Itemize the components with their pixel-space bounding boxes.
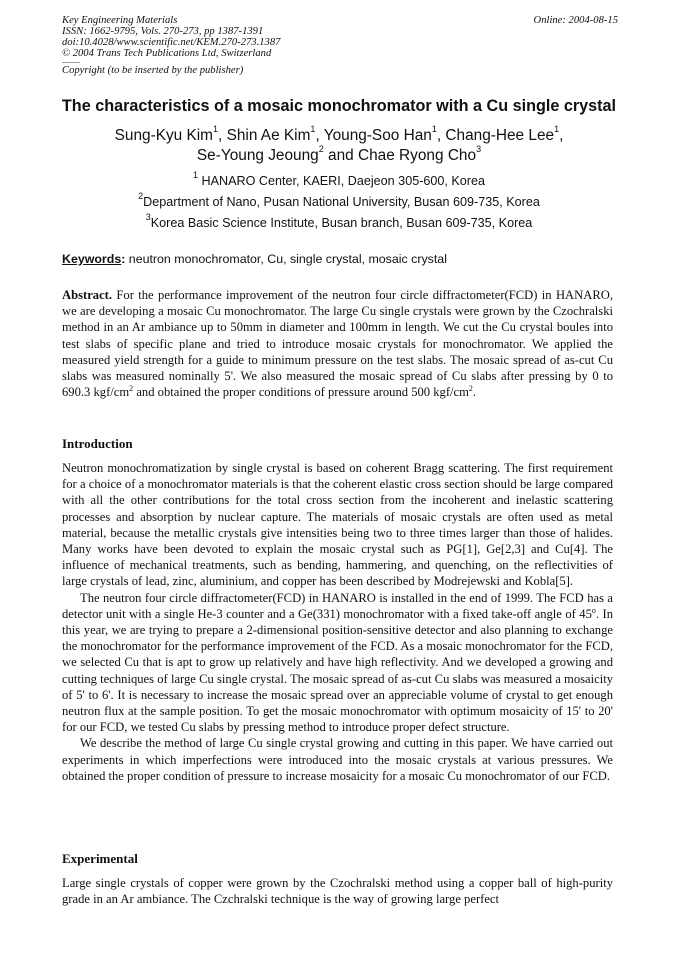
author-name: Shin Ae Kim [226, 127, 311, 144]
author-affiliation-mark: 3 [476, 143, 482, 154]
abstract: Abstract. For the performance improvement of the neutron four circle diffractometer(FCD) in HANARO, we are developing a mosaic Cu monochromator. The large Cu single crystals were grown by the Czochralski method in an Ar ambiance up to 50mm in diameter and 100mm in length. We cut the Cu crystal boules into test slabs of specific plane and tried to introduce mosaic crystals for monochromator. We applied the measured yield strength for a guide to minimum pressure on the test slabs. The mosaic spread of as-cut Cu slabs was measured nominally 5'. We also measured the mosaic spread of Cu slabs after pressing by 0 to 690.3 kgf/$cm^2$ and obtained the proper conditions of pressure around 500 kgf/$cm^2$. [62, 288, 613, 400]
author-affiliation-mark: 1 [431, 123, 437, 134]
copyright-note: Copyright (to be inserted by the publisher) [62, 65, 244, 76]
paper-title: The characteristics of a mosaic monochromator with a Cu single crystal [61, 97, 617, 115]
keywords-label: Keywords [62, 252, 122, 266]
author-line-2: Se-Young Jeoung$^2$ and Chae Ryong Cho$^3$ [196, 143, 482, 164]
introduction-body [62, 460, 613, 784]
author-name: Chang-Hee Lee [445, 127, 555, 144]
keywords: Keywords: neutron monochromator, Cu, single crystal, mosaic crystal [62, 252, 447, 266]
journal-name: Key Engineering Materials [62, 15, 178, 26]
author-name: Se-Young Jeoung [196, 147, 319, 164]
section-heading-introduction: Introduction [62, 436, 133, 451]
affiliation-2: $^2$Department of Nano, Pusan National University, Busan 609-735, Korea [138, 190, 540, 209]
paragraph: Neutron monochromatization by single crystal is based on coherent Bragg scattering. The first requirement for a choice of a monochromator materials is that the coherent elastic cross section should be large compared with all the other contributions for the total cross section from the incoherent and inelastic scattering processes and absorption by nuclear capture. The materials of mosaic crystals are often used as metal material, because the metallic crystals give intensities being two to three times larger than those of halides. Many works have been devoted to explain the mosaic crystal such as PG[1], Ge[2,3] and Cu[4]. The influence of mechanical treatments, such as bending, hammering, and quenching, on the reflectivities of large crystals of lead, zinc, aluminium, and copper has been described by Modrejewski and Kobla[5]. [62, 461, 613, 589]
header-divider-mark [62, 62, 80, 63]
paragraph: Large single crystals of copper were grown by the Czochralski method using a copper ball of high-purity grade in an Ar ambiance. The Czchralski technique is the way of growing large perfect [62, 876, 613, 907]
experimental-body [62, 875, 613, 907]
author-name: Young-Soo Han [323, 127, 432, 144]
abstract-label: Abstract. [62, 288, 113, 302]
affiliation-1: $^1$ HANARO Center, KAERI, Daejeon 305-600, Korea [192, 169, 486, 188]
journal-issn: ISSN: 1662-9795, Vols. 270-273, pp 1387-1391 [62, 26, 264, 37]
journal-doi: doi:10.4028/www.scientific.net/KEM.270-273.1387 [62, 37, 281, 48]
section-heading-experimental: Experimental [62, 851, 138, 866]
author-affiliation-mark: 2 [318, 143, 324, 154]
author-affiliation-mark: 1 [213, 123, 219, 134]
author-list [40, 123, 638, 166]
author-line-1: Sung-Kyu Kim$^1$, Shin Ae Kim$^1$, Young-Soo Han$^1$, Chang-Hee Lee$^1$, [114, 123, 564, 144]
affiliation-3: $^3$Korea Basic Science Institute, Busan branch, Busan 609-735, Korea [145, 211, 533, 230]
author-affiliation-mark: 1 [310, 123, 316, 134]
journal-publisher: © 2004 Trans Tech Publications Ltd, Switzerland [62, 48, 272, 59]
author-affiliation-mark: 1 [554, 123, 560, 134]
paragraph: The neutron four circle diffractometer(FCD) in HANARO is installed in the end of 1999. The FCD has a detector unit with a single He-3 counter and a Ge(331) monochromator with a fixed take-off angle of 45$^o$. In this year, we are trying to prepare a 2-dimensional position-sensitive detector and also planning to exchange the monochromator for the performance improvement of the FCD. As a mosaic monochromator for the FCD, we selected Cu that is apt to grow up relatively and have high reflectivity. And we developed a growing and cutting techniques of large Cu single crystal. The mosaic spread of as-cut Cu slabs was measured a mosaicity of 5' to 6'. It is necessary to increase the mosaic spread over an appreciable volume of crystal to get enough neutron flux at the sample position. To get the mosaic monochromator with optimum mosaicity of 15' to 20' for our FCD, we tested Cu slabs by pressing method to introduce proper defect structure. [62, 590, 614, 735]
author-name: Chae Ryong Cho [357, 147, 477, 164]
online-date: Online: 2004-08-15 [533, 15, 618, 26]
keywords-text: neutron monochromator, Cu, single crystal, mosaic crystal [125, 252, 447, 266]
journal-header [62, 15, 618, 76]
author-name: Sung-Kyu Kim [114, 127, 213, 144]
paragraph: We describe the method of large Cu single crystal growing and cutting in this paper. We have carried out experiments in which imperfections were introduced into the mosaic crystals at various pressures. We obtained the proper condition of pressure to increase mosaicity for a mosaic Cu monochromator of our FCD. [62, 736, 613, 783]
